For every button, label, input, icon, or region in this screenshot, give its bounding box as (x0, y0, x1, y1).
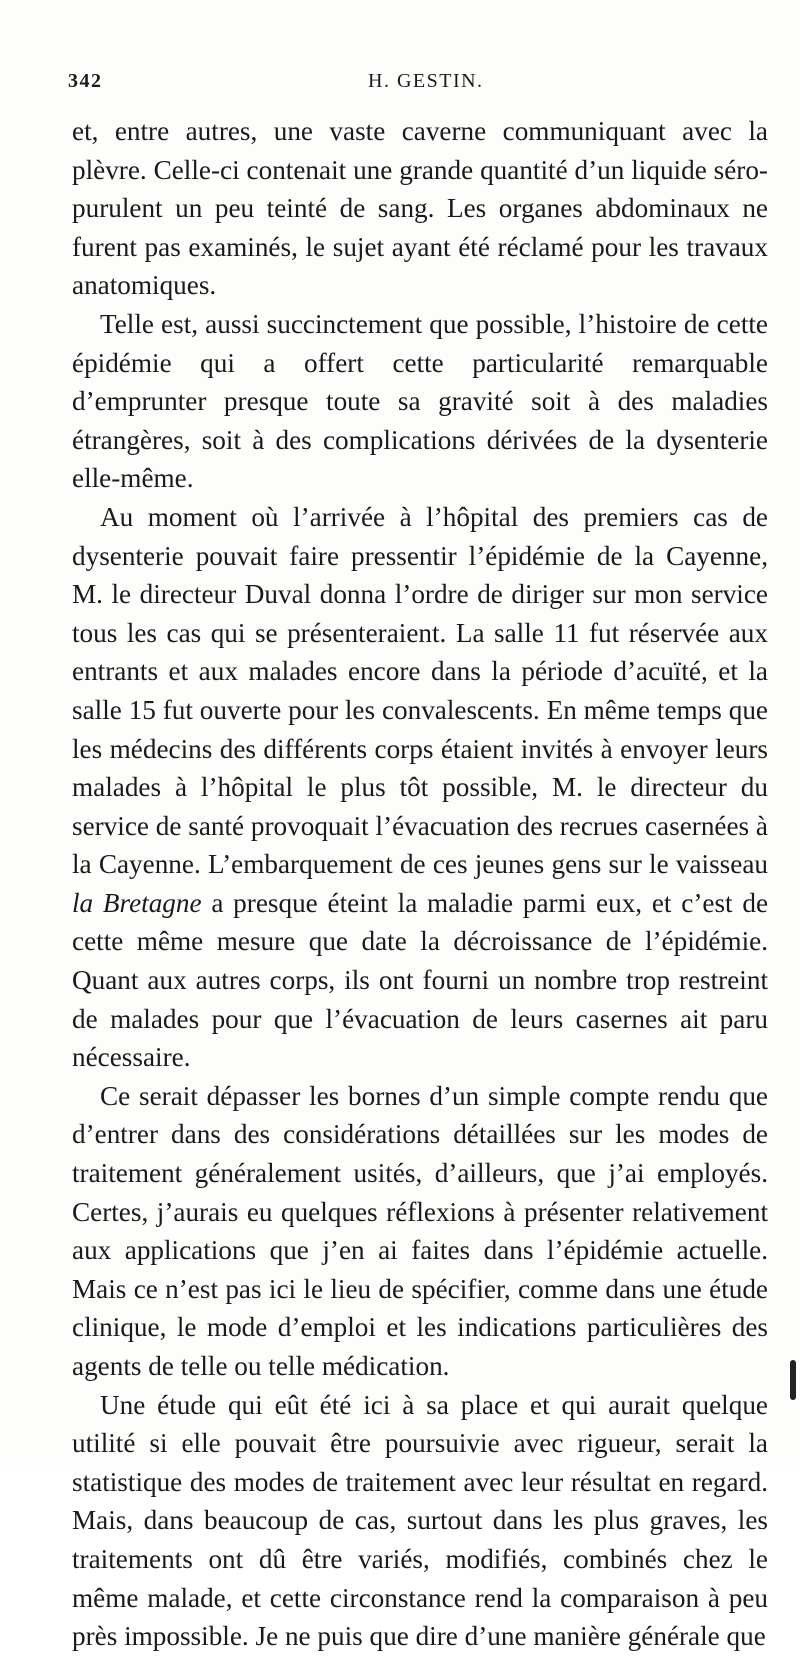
paragraph-2-text: Telle est, aussi succinctement que possible, l’histoire de cette épidémie qui a offert cette particularité remarquable d’emprunter presque toute sa gravité soit à des maladies étrangères, soit à des complications dérivées de la dysenterie elle-même. (72, 308, 768, 494)
paragraph-3 (72, 498, 768, 1077)
body-text (72, 112, 768, 1656)
paragraph-2 (72, 305, 768, 498)
paragraph-3-text-part-2: a presque éteint la maladie parmi eux, et c’est de cette même mesure que date la décroissance de l’épidémie. Quant aux autres corps, ils ont fourni un nombre trop restreint de malades pour que l’évacuation de leurs casernes ait paru nécessaire. (72, 887, 769, 1073)
page-number: 342 (68, 70, 103, 92)
running-head (68, 70, 768, 100)
paragraph-5 (72, 1386, 768, 1656)
paragraph-1 (72, 112, 768, 305)
paragraph-3-text-part-1: Au moment où l’arrivée à l’hôpital des premiers cas de dysenterie pouvait faire pressentir l’épidémie de la Cayenne, M. le directeur Duval donna l’ordre de diriger sur mon service tous les cas qui se présenteraient. La salle 11 fut réservée aux entrants et aux malades encore dans la période d’acuïté, et la salle 15 fut ouverte pour les convalescents. En même temps que les médecins des différents corps étaient invités à envoyer leurs malades à l’hôpital le plus tôt possible, M. le directeur du service de santé provoquait l’évacuation des recrues casernées à la Cayenne. L’embarquement de ces jeunes gens sur le vaisseau (72, 501, 768, 880)
paragraph-4-text: Ce serait dépasser les bornes d’un simple compte rendu que d’entrer dans des considérations détaillées sur les modes de traitement généralement usités, d’ailleurs, que j’ai employés. Certes, j’aurais eu quelques réflexions à présenter relativement aux applications que j’en ai faites dans l’épidémie actuelle. Mais ce n’est pas ici le lieu de spécifier, comme dans une étude clinique, le mode d’emploi et les indications particulières des agents de telle ou telle médication. (72, 1080, 768, 1381)
paragraph-1-text: et, entre autres, une vaste caverne communiquant avec la plèvre. Celle-ci contenait une grande quantité d’un liquide séro-purulent un peu teinté de sang. Les organes abdominaux ne furent pas examinés, le sujet ayant été réclamé pour les travaux anatomiques. (72, 116, 768, 301)
ship-name: la Bretagne (72, 887, 202, 918)
paragraph-4 (72, 1077, 768, 1386)
scan-edge-mark (790, 1360, 796, 1400)
running-title: H. GESTIN. (368, 70, 484, 92)
paragraph-5-text: Une étude qui eût été ici à sa place et qui aurait quelque utilité si elle pouvait être poursuivie avec rigueur, serait la statistique des modes de traitement avec leur résultat en regard. Mais, dans beaucoup de cas, surtout dans les plus graves, les traitements ont dû être variés, modifiés, combinés chez le même malade, et cette circonstance rend la comparaison à peu près impossible. Je ne puis que dire d’une manière générale que (72, 1389, 768, 1652)
